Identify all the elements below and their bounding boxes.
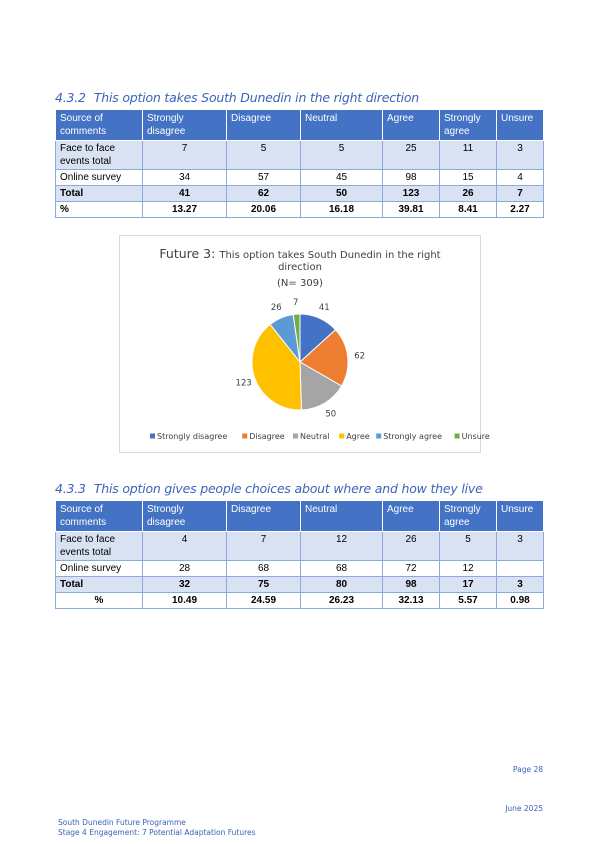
column-header: Agree [383, 501, 440, 532]
section-heading-2 [55, 481, 483, 496]
table-cell: 2.27 [497, 202, 544, 218]
column-header: Source of comments [56, 110, 143, 141]
table-cell: 13.27 [143, 202, 227, 218]
row-label: Total [56, 577, 143, 593]
table-cell: 7 [227, 532, 301, 561]
chart-subtitle: (N= 309) [277, 278, 323, 289]
table-cell: 4 [497, 170, 544, 186]
table-row-total [56, 577, 544, 593]
pie-data-label: 62 [354, 351, 366, 362]
table-cell: 5 [301, 141, 383, 170]
table-cell: 50 [301, 186, 383, 202]
table-header-row [56, 501, 544, 532]
legend-label: Disagree [249, 432, 285, 441]
table-cell: 5 [440, 532, 497, 561]
column-header: Strongly agree [440, 501, 497, 532]
table-row-total [56, 186, 544, 202]
table-cell: 123 [383, 186, 440, 202]
table-cell: 45 [301, 170, 383, 186]
section-heading-1 [55, 90, 419, 105]
table-cell: 15 [440, 170, 497, 186]
legend-label: Strongly disagree [157, 432, 228, 441]
table-cell: 72 [383, 561, 440, 577]
table-cell: 11 [440, 141, 497, 170]
table-cell: 39.81 [383, 202, 440, 218]
table-cell: 68 [301, 561, 383, 577]
row-label: Face to face events total [56, 141, 143, 170]
pie-data-label: 41 [318, 303, 330, 314]
pie-svg [120, 236, 490, 452]
table-cell: 0.98 [497, 593, 544, 609]
pie-data-label: 7 [293, 298, 299, 309]
table-cell: 16.18 [301, 202, 383, 218]
section-number: 4.3.2 [55, 90, 86, 105]
table-cell: 28 [143, 561, 227, 577]
table-row-percent [56, 202, 544, 218]
chart-title-prefix: Future 3: [159, 246, 216, 261]
table-cell: 80 [301, 577, 383, 593]
table-cell: 32 [143, 577, 227, 593]
section-title: This option takes South Dunedin in the right direction [93, 90, 420, 105]
table-cell: 26 [440, 186, 497, 202]
table-cell: 98 [383, 170, 440, 186]
table-cell: 75 [227, 577, 301, 593]
table-cell: 7 [497, 186, 544, 202]
legend-swatch [242, 434, 247, 439]
column-header: Neutral [301, 110, 383, 141]
column-header: Agree [383, 110, 440, 141]
row-label: % [56, 202, 143, 218]
legend-label: Neutral [300, 432, 330, 441]
table-cell: 12 [440, 561, 497, 577]
table-cell: 3 [497, 577, 544, 593]
section-title: This option gives people choices about where and how they live [93, 481, 483, 496]
column-header: Disagree [227, 501, 301, 532]
legend-swatch [376, 434, 381, 439]
results-table-1 [55, 109, 544, 218]
table-cell: 24.59 [227, 593, 301, 609]
legend-label: Unsure [461, 432, 490, 441]
table-cell: 32.13 [383, 593, 440, 609]
table-cell: 26 [383, 532, 440, 561]
table-cell: 41 [143, 186, 227, 202]
legend-swatch [339, 434, 344, 439]
table-cell: 3 [497, 141, 544, 170]
table-row-percent [56, 593, 544, 609]
table-cell: 4 [143, 532, 227, 561]
chart-title-line2: direction [278, 262, 322, 273]
table-cell: 20.06 [227, 202, 301, 218]
page-number: Page 28 [512, 765, 543, 774]
table-cell: 8.41 [440, 202, 497, 218]
table-cell: 62 [227, 186, 301, 202]
table-row [56, 561, 544, 577]
legend-swatch [455, 434, 460, 439]
table-cell: 5 [227, 141, 301, 170]
footer-stage: Stage 4 Engagement: 7 Potential Adaptation Futures [58, 828, 256, 837]
column-header: Strongly agree [440, 110, 497, 141]
table-cell: 10.49 [143, 593, 227, 609]
section-number: 4.3.3 [55, 481, 86, 496]
table-header-row [56, 110, 544, 141]
pie-data-label: 123 [235, 378, 252, 389]
table-cell: 26.23 [301, 593, 383, 609]
table-cell: 3 [497, 532, 544, 561]
table-cell: 34 [143, 170, 227, 186]
table-cell: 57 [227, 170, 301, 186]
column-header: Source of comments [56, 501, 143, 532]
column-header: Strongly disagree [143, 501, 227, 532]
row-label: Online survey [56, 561, 143, 577]
column-header: Disagree [227, 110, 301, 141]
table-cell: 12 [301, 532, 383, 561]
legend-label: Agree [346, 432, 370, 441]
table-cell: 68 [227, 561, 301, 577]
row-label: Face to face events total [56, 532, 143, 561]
table-cell: 25 [383, 141, 440, 170]
table-cell: 98 [383, 577, 440, 593]
row-label: Total [56, 186, 143, 202]
chart-title-text: This option takes South Dunedin in the right [219, 250, 441, 261]
footer-date: June 2025 [505, 804, 543, 813]
table-row [56, 532, 544, 561]
row-label: % [56, 593, 143, 609]
table-cell: 7 [143, 141, 227, 170]
column-header: Neutral [301, 501, 383, 532]
legend-swatch [293, 434, 298, 439]
legend-swatch [150, 434, 155, 439]
table-cell: 5.57 [440, 593, 497, 609]
pie-chart [119, 235, 490, 453]
row-label: Online survey [56, 170, 143, 186]
results-table-2 [55, 500, 544, 609]
table-row [56, 141, 544, 170]
column-header: Unsure [497, 110, 544, 141]
pie-data-label: 26 [270, 302, 282, 313]
table-cell [497, 561, 544, 577]
footer-programme: South Dunedin Future Programme [58, 818, 186, 827]
column-header: Strongly disagree [143, 110, 227, 141]
pie-data-label: 50 [325, 409, 337, 420]
table-cell: 17 [440, 577, 497, 593]
legend-label: Strongly agree [383, 432, 443, 441]
column-header: Unsure [497, 501, 544, 532]
table-row [56, 170, 544, 186]
